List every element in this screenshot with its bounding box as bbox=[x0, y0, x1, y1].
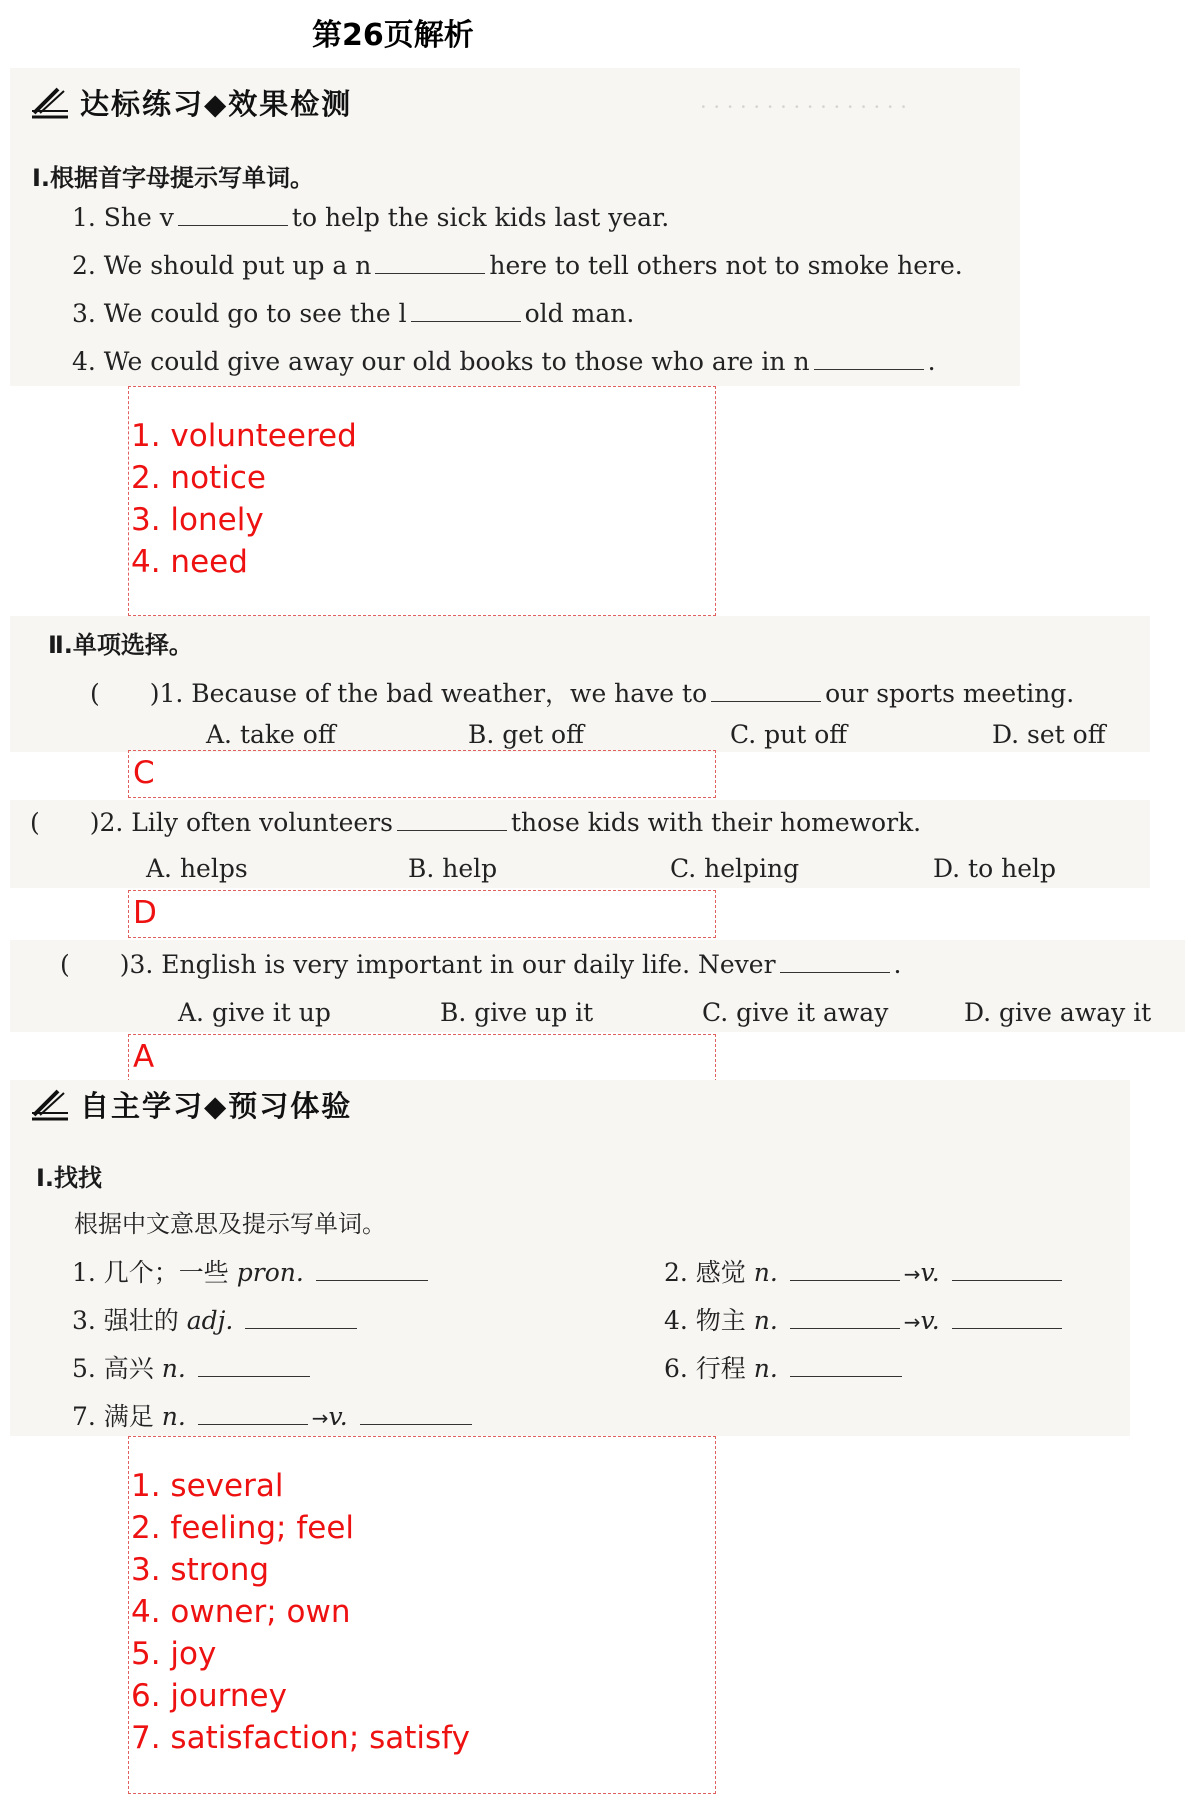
vocab-meaning: 6. 行程 bbox=[664, 1354, 746, 1383]
mcq-1-option-c: C. put off bbox=[730, 720, 848, 749]
vocab-item-7 bbox=[72, 1397, 476, 1433]
mcq-3-option-d: D. give away it bbox=[964, 998, 1152, 1027]
arrow-icon: → bbox=[903, 1262, 921, 1286]
answer-line: D bbox=[133, 895, 157, 931]
answer-line: 4. owner; own bbox=[131, 1594, 351, 1630]
part-i-title: Ⅰ.根据首字母提示写单词。 bbox=[32, 164, 315, 192]
answer-blank bbox=[397, 810, 507, 831]
vocab-item-4 bbox=[664, 1301, 1066, 1337]
answer-line: 1. several bbox=[131, 1468, 284, 1504]
answer-blank bbox=[814, 349, 924, 370]
pen-icon bbox=[28, 85, 72, 121]
answer-box-q1 bbox=[128, 750, 716, 798]
vocab-item-1 bbox=[72, 1253, 432, 1289]
part-of-speech: v. bbox=[328, 1402, 348, 1431]
answer-line: 2. notice bbox=[131, 460, 266, 496]
part-of-speech: pron. bbox=[236, 1258, 304, 1287]
question-text: . bbox=[927, 347, 936, 376]
part-of-speech: n. bbox=[753, 1306, 778, 1335]
question-text: 1. She v bbox=[72, 203, 174, 232]
question-text: our sports meeting. bbox=[825, 679, 1075, 708]
part-of-speech: v. bbox=[920, 1258, 940, 1287]
mcq-1-option-a: A. take off bbox=[206, 720, 336, 749]
mcq-3-option-b: B. give up it bbox=[440, 998, 594, 1027]
section-header-1 bbox=[28, 82, 352, 123]
vocab-item-6 bbox=[664, 1349, 906, 1385]
answer-line: 4. need bbox=[131, 544, 248, 580]
pen-icon bbox=[28, 1087, 72, 1123]
mcq-1-stem bbox=[90, 674, 1074, 710]
section-header-2-text: 自主学习◆预习体验 bbox=[80, 1089, 353, 1123]
part-of-speech: v. bbox=[920, 1306, 940, 1335]
question-text: to help the sick kids last year. bbox=[291, 203, 670, 232]
answer-blank bbox=[952, 1260, 1062, 1281]
question-text: those kids with their homework. bbox=[510, 808, 922, 837]
section-header-2 bbox=[28, 1084, 352, 1125]
part-title-find: Ⅰ.找找 bbox=[36, 1164, 103, 1192]
question-text: ( )3. English is very important in our daily life. Never bbox=[60, 950, 776, 979]
answer-line: 5. joy bbox=[131, 1636, 217, 1672]
vocab-meaning: 1. 几个；一些 bbox=[72, 1258, 229, 1287]
question-text: old man. bbox=[524, 299, 635, 328]
arrow-icon: → bbox=[311, 1406, 329, 1430]
answer-blank bbox=[711, 681, 821, 702]
instruction: 根据中文意思及提示写单词。 bbox=[74, 1210, 386, 1238]
question-text: 2. We should put up a n bbox=[72, 251, 372, 280]
section-header-1-text: 达标练习◆效果检测 bbox=[80, 87, 353, 121]
part-of-speech: n. bbox=[753, 1354, 778, 1383]
answer-line: 3. strong bbox=[131, 1552, 270, 1588]
mcq-3-option-a: A. give it up bbox=[178, 998, 331, 1027]
answer-blank bbox=[790, 1260, 900, 1281]
question-text: . bbox=[893, 950, 902, 979]
arrow-icon: → bbox=[903, 1310, 921, 1334]
part-of-speech: adj. bbox=[186, 1306, 234, 1335]
part-of-speech: n. bbox=[161, 1402, 186, 1431]
vocab-meaning: 5. 高兴 bbox=[72, 1354, 154, 1383]
vocab-meaning: 7. 满足 bbox=[72, 1402, 154, 1431]
mcq-3-option-c: C. give it away bbox=[702, 998, 889, 1027]
question-line-2 bbox=[72, 251, 963, 280]
answer-box-q3 bbox=[128, 1034, 716, 1082]
answer-line: 1. volunteered bbox=[131, 418, 357, 454]
mcq-2-option-d: D. to help bbox=[933, 854, 1056, 883]
mcq-2-option-c: C. helping bbox=[670, 854, 800, 883]
mcq-2-stem bbox=[30, 808, 921, 837]
answer-blank bbox=[375, 253, 485, 274]
answer-blank bbox=[952, 1308, 1062, 1329]
mcq-1-option-d: D. set off bbox=[992, 720, 1106, 749]
mcq-1-option-b: B. get off bbox=[468, 720, 584, 749]
question-text: ( )2. Lily often volunteers bbox=[30, 808, 393, 837]
question-text: 4. We could give away our old books to those who are in n bbox=[72, 347, 810, 376]
bleed-text: · · · · · · · · · · · · · · · · bbox=[700, 95, 907, 119]
answer-line: 7. satisfaction; satisfy bbox=[131, 1720, 470, 1756]
answer-blank bbox=[780, 952, 890, 973]
mcq-2-option-a: A. helps bbox=[146, 854, 248, 883]
answer-blank bbox=[316, 1260, 428, 1281]
answer-blank bbox=[198, 1356, 310, 1377]
answer-blank bbox=[198, 1404, 308, 1425]
question-text: ( )1. Because of the bad weather，we have to bbox=[90, 679, 708, 708]
page-title: 第26页解析 bbox=[312, 18, 474, 53]
part-of-speech: n. bbox=[161, 1354, 186, 1383]
vocab-meaning: 2. 感觉 bbox=[664, 1258, 746, 1287]
vocab-meaning: 3. 强壮的 bbox=[72, 1306, 179, 1335]
answer-blank bbox=[790, 1356, 902, 1377]
answer-box-part-i bbox=[128, 386, 716, 616]
answer-box-q2 bbox=[128, 890, 716, 938]
vocab-item-5 bbox=[72, 1349, 314, 1385]
answer-line: C bbox=[133, 755, 155, 791]
answer-blank bbox=[178, 205, 288, 226]
part-ii-title: Ⅱ.单项选择。 bbox=[48, 631, 193, 659]
mcq-2-option-b: B. help bbox=[408, 854, 498, 883]
answer-line: 2. feeling; feel bbox=[131, 1510, 355, 1546]
answer-blank bbox=[245, 1308, 357, 1329]
question-line-1 bbox=[72, 203, 669, 232]
answer-line: A bbox=[133, 1039, 155, 1075]
vocab-item-3 bbox=[72, 1301, 361, 1337]
vocab-meaning: 4. 物主 bbox=[664, 1306, 746, 1335]
question-line-3 bbox=[72, 299, 634, 328]
vocab-item-2 bbox=[664, 1253, 1066, 1289]
answer-box-vocab bbox=[128, 1436, 716, 1794]
question-text: here to tell others not to smoke here. bbox=[489, 251, 963, 280]
answer-line: 6. journey bbox=[131, 1678, 287, 1714]
part-of-speech: n. bbox=[753, 1258, 778, 1287]
answer-blank bbox=[411, 301, 521, 322]
answer-blank bbox=[790, 1308, 900, 1329]
mcq-3-stem bbox=[60, 950, 901, 979]
answer-line: 3. lonely bbox=[131, 502, 264, 538]
question-line-4 bbox=[72, 347, 936, 376]
answer-blank bbox=[360, 1404, 472, 1425]
question-text: 3. We could go to see the l bbox=[72, 299, 407, 328]
